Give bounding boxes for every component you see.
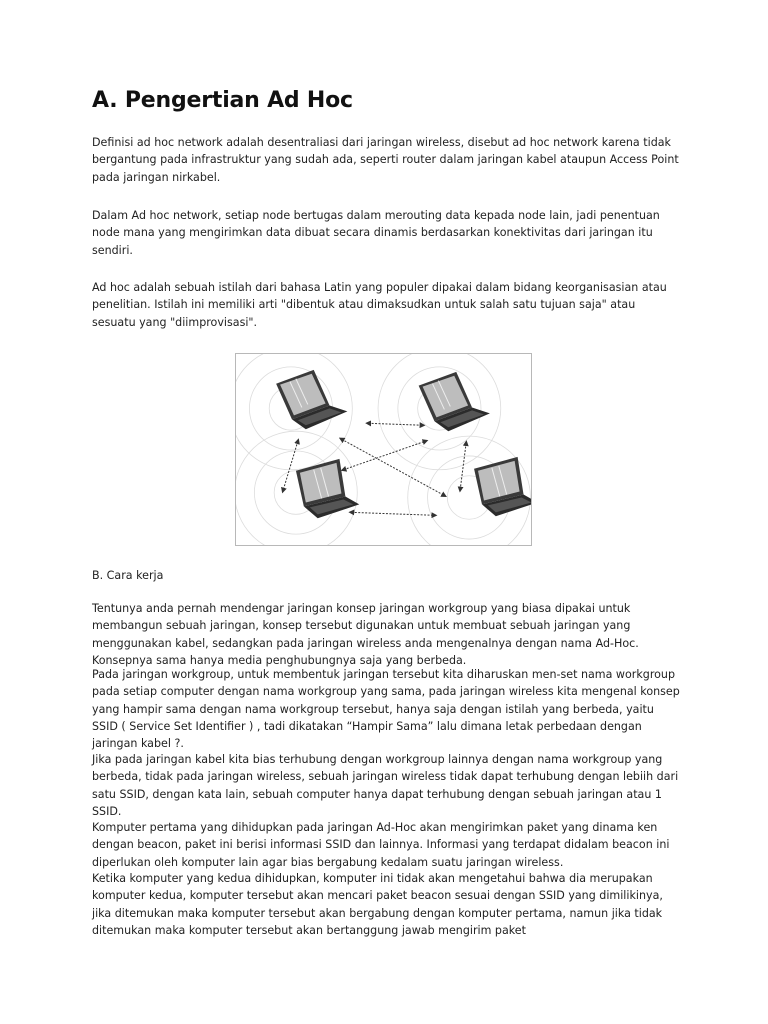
section-b-heading: B. Cara kerja: [92, 569, 164, 582]
paragraph-wireless-limit: Jika pada jaringan kabel kita bias terhubung dengan workgroup lainnya dengan nama workgroup yang berbeda, tidak pada jaringan wireless, sebuah jaringan wireless tidak dapat terhubung dengan lebiih dari satu SSID, dengan kata lain, sebuah computer hanya dapat terhubung dengan sebuah jaringan atau 1 SSID.: [92, 753, 679, 818]
adhoc-network-diagram: [235, 353, 532, 546]
paragraph-definition: Definisi ad hoc network adalah desentraliasi dari jaringan wireless, disebut ad hoc network karena tidak bergantung pada infrastruktur yang sudah ada, seperti router dalam jaringan kabel ataupun Access Point pada jaringan nirkabel.: [92, 136, 679, 184]
paragraph-ssid: Pada jaringan workgroup, untuk membentuk jaringan tersebut kita diharuskan men-set nama workgroup pada setiap computer dengan nama workgroup yang sama, pada jaringan wireless kita mengenal konsep yang hampir sama dengan nama workgroup tersebut, hanya saja dengan istilah yang berbeda, yaitu SSID ( Service Set Identifier ) , tadi dikatakan “Hampir Sama” lalu dimana letak perbedaan dengan jaringan kabel ?.: [92, 668, 680, 751]
paragraph-second-computer: Ketika komputer yang kedua dihidupkan, komputer ini tidak akan mengetahui bahwa dia merupakan komputer kedua, komputer tersebut akan mencari paket beacon sesuai dengan SSID yang dimilikinya, jika ditemukan maka komputer tersebut akan bergabung dengan komputer pertama, namun jika tidak ditemukan maka komputer tersebut akan bertanggung jawab mengirim paket: [92, 872, 663, 937]
page-title: A. Pengertian Ad Hoc: [92, 88, 353, 113]
paragraph-latin-origin: Ad hoc adalah sebuah istilah dari bahasa Latin yang populer dipakai dalam bidang keorganisasian atau penelitian. Istilah ini memiliki arti "dibentuk atau dimaksudkan untuk salah satu tujuan saja" atau sesuatu yang "diimprovisasi".: [92, 281, 667, 329]
paragraph-workgroup-intro: Tentunya anda pernah mendengar jaringan konsep jaringan workgroup yang biasa dipakai untuk membangun sebuah jaringan, konsep tersebut digunakan untuk membuat sebuah jaringan yang menggunakan kabel, sedangkan pada jaringan wireless anda mengenalnya dengan nama Ad-Hoc. Konsepnya sama hanya media penghubungnya saja yang berbeda.: [92, 602, 639, 667]
paragraph-routing: Dalam Ad hoc network, setiap node bertugas dalam merouting data kepada node lain, jadi penentuan node mana yang mengirimkan data dibuat secara dinamis berdasarkan konektivitas dari jaringan itu sendiri.: [92, 209, 660, 257]
paragraph-beacon: Komputer pertama yang dihidupkan pada jaringan Ad-Hoc akan mengirimkan paket yang dinama ken dengan beacon, paket ini berisi informasi SSID dan lainnya. Informasi yang terdapat didalam beacon ini diperlukan oleh komputer lain agar bias bergabung kedalam suatu jaringan wireless.: [92, 821, 670, 869]
